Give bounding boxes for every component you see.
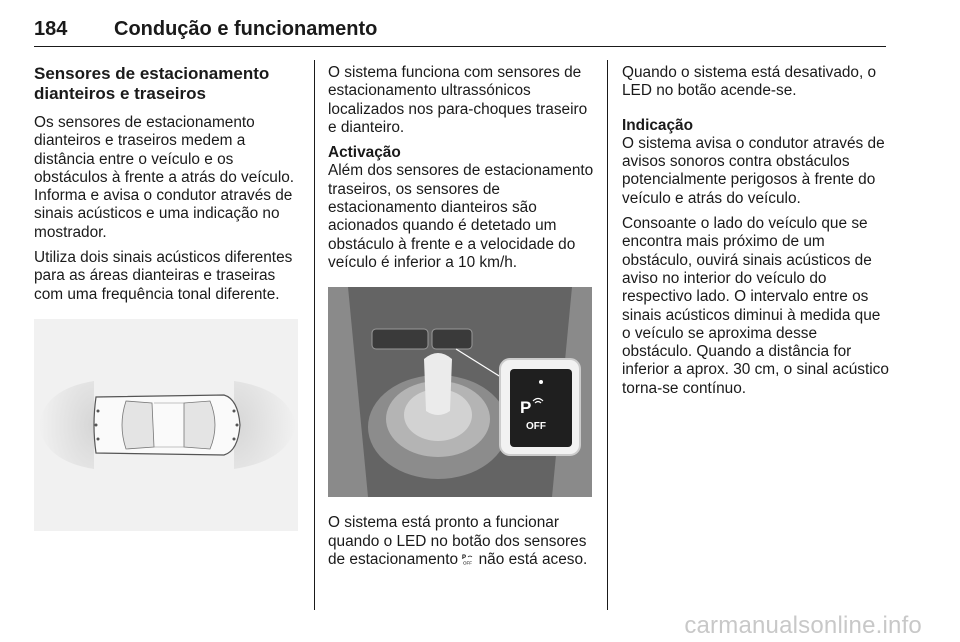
paragraph: Os sensores de estacionamento dianteiros e traseiros medem a distância entre o veículo e os obstáculos à frente a atrás do veículo. Informa e avisa o condutor através de sinais acústicos e uma indicação no mostrador.: [34, 114, 295, 241]
subheading-activation: Activação: [328, 144, 401, 162]
column-divider: [607, 60, 608, 610]
watermark: carmanualsonline.info: [684, 612, 922, 639]
paragraph: [328, 514, 596, 569]
button-off-label: OFF: [526, 421, 546, 433]
center-console-photo: [328, 287, 592, 497]
column-1: [34, 64, 302, 548]
paragraph: Quando o sistema está desativado, o LED no botão acende-se.: [622, 64, 877, 100]
parking-sensor-off-icon: [462, 553, 474, 565]
parking-sensor-diagram-image: [34, 319, 298, 531]
column-divider: [314, 60, 315, 610]
page-number: 184: [34, 18, 68, 40]
page-header: [34, 6, 886, 47]
column-2: [328, 64, 596, 576]
chapter-title: Condução e funcionamento: [114, 18, 378, 40]
svg-text:OFF: OFF: [463, 560, 473, 565]
paragraph: Utiliza dois sinais acústicos diferentes para as áreas dianteiras e traseiras com uma frequência tonal diferente.: [34, 249, 293, 303]
paragraph: Além dos sensores de estacionamento traseiros, os sensores de estacionamento dianteiros são acionados quando é detetado um obstáculo à frente e a velocidade do veículo é inferior a 10 km/h.: [328, 162, 594, 271]
svg-text:P: P: [462, 554, 467, 561]
section-heading: Sensores de estacionamento dianteiros e traseiros: [34, 64, 270, 103]
paragraph-part: O sistema está pronto a funcionar quando o LED no botão dos sensores de estacionamento: [328, 514, 587, 568]
column-3: [622, 64, 890, 405]
subheading-indication: Indicação: [622, 116, 693, 134]
paragraph: O sistema avisa o condutor através de avisos sonoros contra obstáculos potencialmente perigosos à frente do veículo e atrás do veículo.: [622, 134, 885, 207]
button-p-label: P: [520, 398, 532, 418]
paragraph: Consoante o lado do veículo que se encontra mais próximo de um obstáculo, ouvirá sinais acústicos de aviso no interior do veículo do respectivo lado. O intervalo entre os sinais acústicos diminui à medida que o veículo se aproxima desse obstáculo. Quando a distância for inferior a aprox. 30 cm, o sinal acústico torna-se contínuo.: [622, 215, 889, 397]
paragraph: O sistema funciona com sensores de estacionamento ultrassónicos localizados nos para-choques traseiro e dianteiro.: [328, 64, 588, 136]
paragraph-part: não está aceso.: [474, 550, 588, 568]
